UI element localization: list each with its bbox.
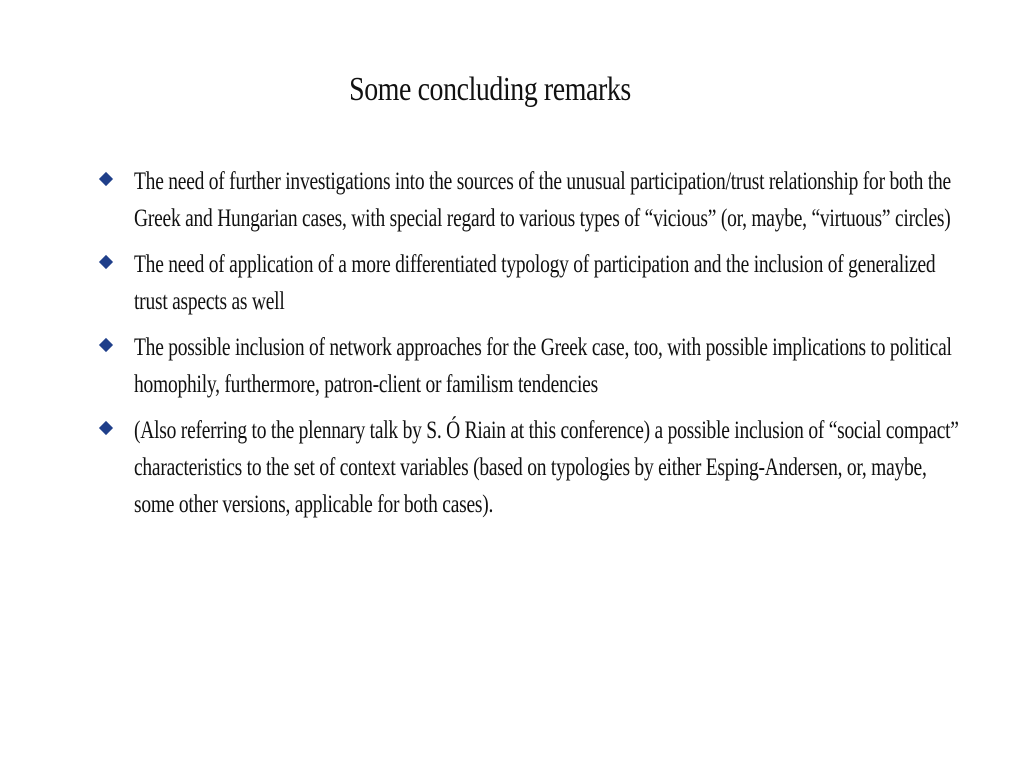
bullet-item bbox=[97, 163, 967, 237]
diamond-bullet-icon bbox=[99, 338, 113, 352]
bullet-item bbox=[97, 329, 967, 403]
diamond-bullet-icon bbox=[99, 421, 113, 435]
bullet-list bbox=[97, 163, 967, 532]
bullet-text: The need of application of a more differentiated typology of participation and the inclusion of generalized trust aspects as well bbox=[134, 251, 936, 315]
diamond-bullet-icon bbox=[99, 172, 113, 186]
diamond-bullet-icon bbox=[99, 255, 113, 269]
bullet-text: The possible inclusion of network approaches for the Greek case, too, with possible implications to political homophily, furthermore, patron-client or familism tendencies bbox=[134, 334, 952, 398]
bullet-item bbox=[97, 412, 967, 523]
bullet-text: (Also referring to the plennary talk by S. Ó Riain at this conference) a possible inclusion of “social compact” characteristics to the set of context variables (based on typologies by either Esping-Andersen, or, maybe, some other versions, applicable for both cases). bbox=[134, 417, 959, 518]
bullet-item bbox=[97, 246, 967, 320]
slide-title: Some concluding remarks bbox=[349, 71, 631, 108]
bullet-text: The need of further investigations into the sources of the unusual participation/trust relationship for both the Greek and Hungarian cases, with special regard to various types of “vicious” (or, maybe, “virtuous” circles) bbox=[134, 168, 951, 232]
